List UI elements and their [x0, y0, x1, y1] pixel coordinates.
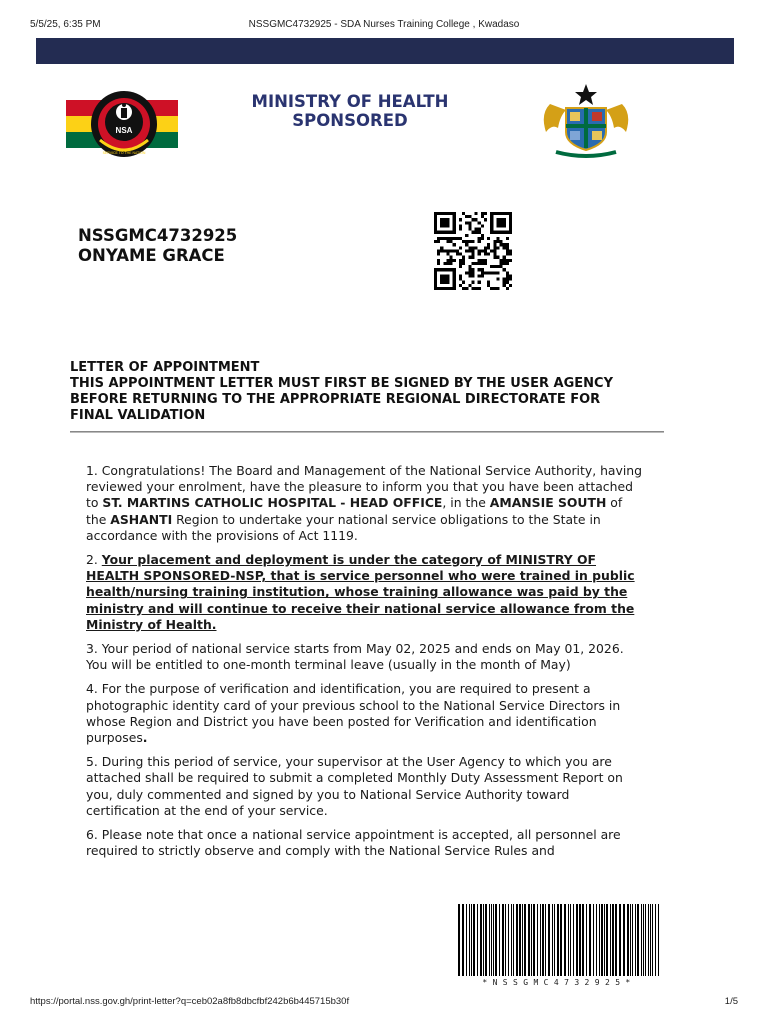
p1-district: AMANSIE SOUTH: [489, 495, 607, 511]
qr-code-icon: [434, 212, 512, 290]
paragraph-3: 3. Your period of national service starts from May 02, 2025 and ends on May 01, 2026. You will be entitled to one-month terminal leave (usually in the month of May): [86, 641, 624, 673]
letter-heading: [70, 360, 670, 424]
print-datetime: 5/5/25, 6:35 PM: [30, 19, 101, 30]
print-page-title: NSSGMC4732925 - SDA Nurses Training College , Kwadaso: [248, 19, 520, 30]
print-footer-page: 1/5: [724, 996, 738, 1007]
letter-body: [86, 463, 646, 867]
ministry-line-1: MINISTRY OF HEALTH: [251, 92, 449, 111]
p1-text-b: , in the: [442, 495, 490, 511]
p2-text: Your placement and deployment is under the category of MINISTRY OF HEALTH SPONSORED-NSP, that is service personnel who were trained in public health/nursing training institution, whose training allowance was paid by the ministry and will continue to receive their national service allowance from the Ministry of Health.: [86, 552, 635, 632]
print-header: [0, 0, 768, 36]
p4-text: 4. For the purpose of verification and identification, you are required to present a photographic identity card of your previous school to the National Service Directors in whose Region and District you have been posted for Verification and identification purposes: [86, 681, 621, 746]
ghana-coat-of-arms-icon: [536, 80, 636, 160]
p1-text-d: Region to undertake your national service obligations to the State in accordance with the provisions of Act 1119.: [86, 511, 601, 543]
heading-line-4: FINAL VALIDATION: [70, 408, 206, 423]
barcode-text: *NSSGMC4732925*: [482, 978, 636, 987]
recipient-id: NSSGMC4732925: [78, 226, 238, 245]
header-banner: [36, 38, 734, 64]
ministry-line-2: SPONSORED: [292, 111, 408, 130]
recipient-name: ONYAME GRACE: [78, 246, 225, 265]
heading-line-1: LETTER OF APPOINTMENT: [70, 360, 260, 375]
nsa-motto: SERVICE TO THE NATION: [102, 151, 146, 155]
ministry-title: [200, 92, 500, 130]
p1-text-a: 1. Congratulations! The Board and Management of the National Service Authority, having reviewed your enrolment, have the pleasure to inform you that you have been attached to: [86, 463, 643, 511]
heading-divider: [70, 431, 664, 433]
paragraph-1: [86, 463, 646, 544]
heading-line-3: BEFORE RETURNING TO THE APPROPRIATE REGIONAL DIRECTORATE FOR: [70, 392, 601, 407]
recipient-identity: [78, 226, 237, 266]
nsa-logo-text: NSA: [115, 126, 133, 135]
paragraph-4: [86, 681, 646, 746]
p1-text-c: of the: [86, 495, 623, 527]
p1-region: ASHANTI: [110, 511, 173, 527]
paragraph-5: 5. During this period of service, your supervisor at the User Agency to which you are attached shall be required to submit a completed Monthly Duty Assessment Report on you, duly commented and signed by you to National Service Authority toward certification at the end of your service.: [86, 754, 623, 818]
barcode-icon: [456, 904, 662, 976]
p1-posting: ST. MARTINS CATHOLIC HOSPITAL - HEAD OFFICE: [102, 495, 443, 511]
p2-number: 2.: [86, 552, 102, 568]
p4-end: .: [142, 730, 148, 746]
paragraph-6: 6. Please note that once a national service appointment is accepted, all personnel are required to strictly observe and comply with the National Service Rules and: [86, 827, 621, 859]
print-footer-url: https://portal.nss.gov.gh/print-letter?q=ceb02a8fb8dbcfbf242b6b445715b30f: [30, 996, 350, 1007]
nsa-logo-icon: [66, 88, 178, 162]
paragraph-2: [86, 552, 646, 633]
heading-line-2: THIS APPOINTMENT LETTER MUST FIRST BE SIGNED BY THE USER AGENCY: [70, 376, 613, 391]
